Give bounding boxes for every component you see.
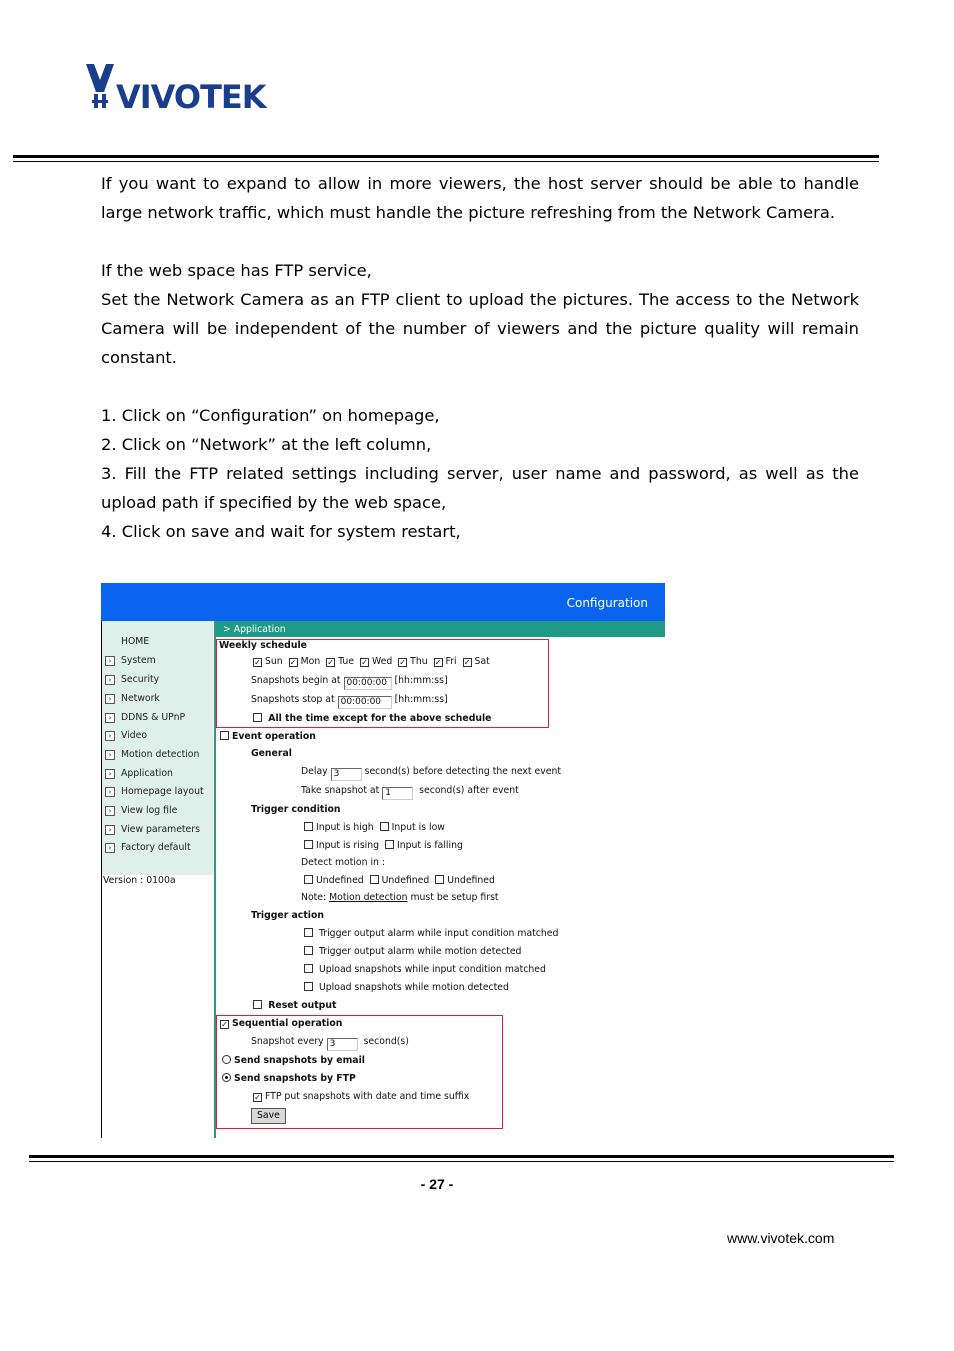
checkbox-input-high[interactable]	[304, 822, 313, 831]
body-text	[101, 169, 859, 546]
checkbox-upload-input-condition[interactable]	[304, 964, 313, 973]
page-number: - 27 -	[420, 1176, 454, 1192]
general-heading: General	[251, 748, 292, 759]
delay-input[interactable]: 3	[331, 768, 362, 781]
checkbox-thu[interactable]: ✓	[399, 658, 406, 667]
arrow-icon: ›	[105, 806, 115, 816]
snapshots-begin-row: Snapshots begin at 00:00:00 [hh:mm:ss]	[251, 675, 448, 688]
paragraph-viewers: If you want to expand to allow in more viewers, the host server should be able to handle large network traffic, which must handle the picture refreshing from the Network Camera.	[101, 174, 859, 222]
nav-view-parameters[interactable]: › View parameters	[105, 823, 200, 836]
arrow-icon: ›	[105, 731, 115, 741]
checkbox-sequential[interactable]: ✓	[221, 1020, 228, 1029]
nav-network[interactable]: › Network	[105, 692, 160, 705]
checkbox-sun[interactable]: ✓	[254, 658, 261, 667]
arrow-icon: ›	[105, 675, 115, 685]
vivotek-logo	[84, 62, 294, 112]
config-title-link[interactable]: Configuration	[566, 596, 648, 610]
weekly-schedule-title: Weekly schedule	[219, 640, 307, 651]
checkbox-output-input-condition[interactable]	[304, 928, 313, 937]
checkbox-sat[interactable]: ✓	[463, 658, 471, 667]
snapshots-stop-input[interactable]: 00:00:00	[338, 696, 392, 709]
event-operation-row: Event operation	[220, 731, 316, 742]
checkbox-mon[interactable]: ✓	[289, 658, 297, 667]
section-bar	[216, 621, 665, 637]
nav-motion-detection[interactable]: › Motion detection	[105, 748, 199, 761]
checkbox-input-low[interactable]	[380, 822, 389, 831]
send-ftp-row: Send snapshots by FTP	[222, 1073, 356, 1084]
step-2: 2. Click on “Network” at the left column,	[101, 435, 432, 454]
save-button[interactable]: Save	[251, 1108, 286, 1124]
snapshots-begin-input[interactable]: 00:00:00	[344, 677, 392, 690]
nav-home[interactable]: HOME	[121, 636, 150, 647]
trigger-condition-heading: Trigger condition	[251, 804, 341, 815]
nav-view-log-file[interactable]: › View log file	[105, 804, 177, 817]
nav-video[interactable]: › Video	[105, 729, 147, 742]
motion-note: Note: Motion detection must be setup first	[301, 892, 499, 903]
nav-ddns-upnp[interactable]: › DDNS & UPnP	[105, 711, 185, 724]
ftp-suffix-row: ✓ FTP put snapshots with date and time suffix	[254, 1091, 470, 1102]
section-title: > Application	[223, 624, 286, 635]
arrow-icon: ›	[105, 713, 115, 723]
checkbox-undefined-2[interactable]	[370, 875, 379, 884]
checkbox-undefined-3[interactable]	[435, 875, 444, 884]
trigger-action-heading: Trigger action	[251, 910, 324, 921]
checkbox-event-operation[interactable]	[220, 731, 229, 740]
weekday-row: ✓ Sun ✓ Mon ✓ Tue ✓ Wed ✓ Thu ✓ Fri ✓ Sat	[254, 656, 490, 667]
undefined-row: Undefined Undefined Undefined	[304, 875, 495, 886]
header-rule	[13, 155, 879, 158]
input-rising-falling-row: Input is rising Input is falling	[304, 840, 463, 851]
step-4: 4. Click on save and wait for system restart,	[101, 522, 461, 541]
except-schedule-row: All the time except for the above schedule	[253, 713, 491, 724]
arrow-icon: ›	[105, 825, 115, 835]
nav-factory-default[interactable]: › Factory default	[105, 841, 191, 854]
input-high-low-row: Input is high Input is low	[304, 822, 445, 833]
checkbox-wed[interactable]: ✓	[361, 658, 368, 667]
snapshot-every-input[interactable]: 3	[327, 1038, 358, 1051]
checkbox-undefined-1[interactable]	[304, 875, 313, 884]
logo-text: VIVOTEK	[116, 78, 266, 112]
arrow-icon: ›	[105, 787, 115, 797]
step-1: 1. Click on “Configuration” on homepage,	[101, 406, 440, 425]
nav-application[interactable]: › Application	[105, 767, 173, 780]
paragraph-ftp-client: Set the Network Camera as an FTP client to upload the pictures. The access to the Network Camera will be independent of the number of viewers and the picture quality will remain constant.	[101, 290, 859, 367]
checkbox-upload-motion[interactable]	[304, 982, 313, 991]
send-email-row: Send snapshots by email	[222, 1055, 365, 1066]
action-row-4: Upload snapshots while motion detected	[304, 982, 509, 993]
action-row-2: Trigger output alarm while motion detected	[304, 946, 521, 957]
take-snapshot-input[interactable]: 1	[382, 787, 413, 800]
checkbox-output-motion[interactable]	[304, 946, 313, 955]
checkbox-reset-output[interactable]	[253, 1000, 262, 1009]
action-row-1: Trigger output alarm while input condition matched	[304, 928, 558, 939]
checkbox-fri[interactable]: ✓	[434, 658, 442, 667]
snapshots-stop-row: Snapshots stop at 00:00:00 [hh:mm:ss]	[251, 694, 448, 707]
nav-system[interactable]: › System	[105, 654, 156, 667]
checkbox-except-schedule[interactable]	[253, 713, 262, 722]
reset-output-row: Reset output	[253, 1000, 336, 1011]
nav-security[interactable]: › Security	[105, 673, 159, 686]
checkbox-input-rising[interactable]	[304, 840, 313, 849]
paragraph-ftp-service: If the web space has FTP service,	[101, 261, 372, 280]
nav-homepage-layout[interactable]: › Homepage layout	[105, 785, 204, 798]
arrow-icon: ›	[105, 750, 115, 760]
delay-row: Delay 3 second(s) before detecting the next event	[301, 766, 562, 779]
arrow-icon: ›	[105, 769, 115, 779]
step-3: 3. Fill the FTP related settings including server, user name and password, as well as the upload path if specified by the web space,	[101, 464, 859, 512]
checkbox-ftp-suffix[interactable]: ✓	[254, 1093, 261, 1102]
checkbox-tue[interactable]: ✓	[327, 658, 334, 667]
checkbox-input-falling[interactable]	[385, 840, 394, 849]
version-text: Version : 0100a	[103, 875, 176, 886]
snapshot-every-row: Snapshot every 3 second(s)	[251, 1036, 409, 1049]
arrow-icon: ›	[105, 843, 115, 853]
config-screenshot	[101, 583, 665, 1138]
arrow-icon: ›	[105, 656, 115, 666]
detect-motion-label: Detect motion in :	[301, 857, 386, 868]
radio-send-ftp[interactable]	[222, 1073, 231, 1082]
footer-rule	[29, 1155, 894, 1158]
motion-detection-link[interactable]: Motion detection	[329, 892, 408, 903]
take-snapshot-row: Take snapshot at 1 second(s) after event	[301, 785, 519, 798]
config-topbar	[101, 583, 665, 621]
arrow-icon: ›	[105, 694, 115, 704]
footer-url[interactable]: www.vivotek.com	[727, 1230, 835, 1246]
action-row-3: Upload snapshots while input condition matched	[304, 964, 546, 975]
sequential-row: ✓ Sequential operation	[221, 1018, 343, 1029]
radio-send-email[interactable]	[222, 1055, 231, 1064]
